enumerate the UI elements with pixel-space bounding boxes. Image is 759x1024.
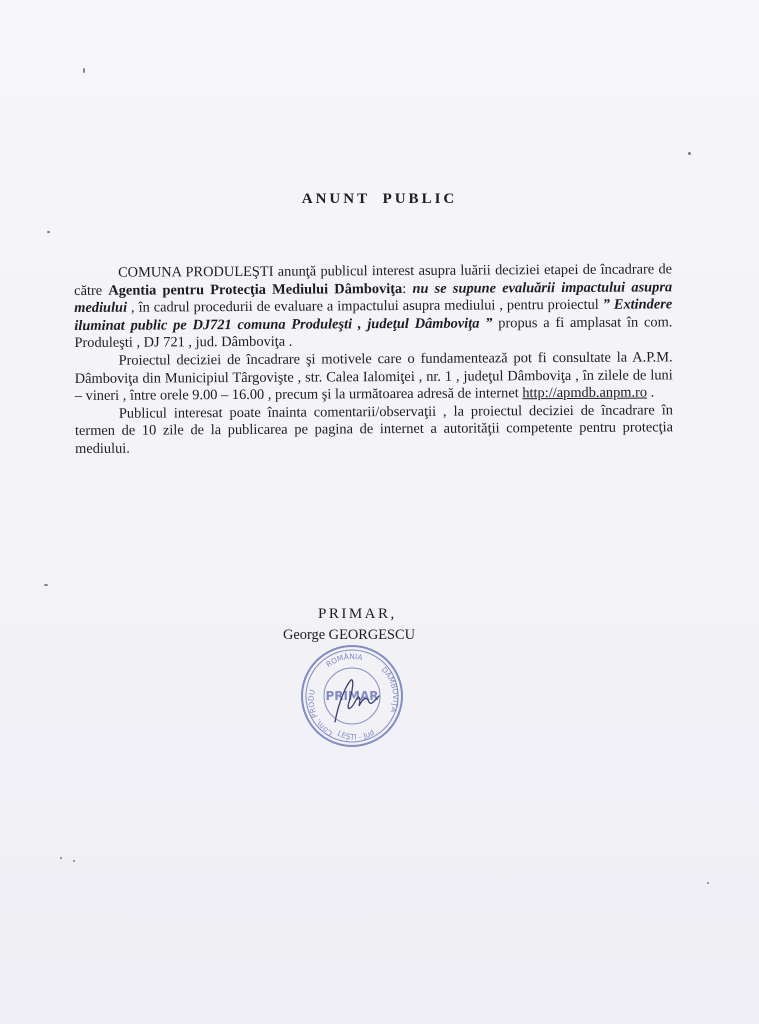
text-run: Proiectul deciziei de încadrare şi motivele care o fundamentează pot fi consultate la A.P.M. Dâmboviţa din Municipiul Târgovişte , str. Calea Ialomiţei , nr. 1 , judeţul Dâmboviţa , în zilele de luni – vineri , între orele 9.00 – 16.00 , precum şi la următoarea adresă de internet: [74, 349, 673, 405]
stamp-right-text: DÂMBOVIŢA: [379, 665, 401, 714]
text-run: .: [646, 384, 655, 401]
text-run: COMUNA PRODULEŞTI: [117, 263, 274, 281]
stamp-top-text: ROMÂNIA: [324, 651, 364, 670]
document-title: ANUNT PUBLIC: [301, 191, 458, 207]
body-paragraph: [74, 261, 673, 353]
emphasized-text-run: ” Extindere iluminat public pe DJ721 comuna Produleşti , judeţul Dâmboviţa ”: [74, 296, 673, 334]
stamp-left-text: Com. PRODU: [306, 688, 335, 739]
text-run: anunţă publicul interest asupra luării deciziei etapei de încadrare de către: [74, 261, 673, 299]
body-paragraph: [75, 349, 673, 405]
official-stamp-icon: [293, 640, 411, 748]
emphasized-text-run: Agentia pentru Protecţia Mediului Dâmboviţa: [108, 280, 403, 299]
body-paragraph: [75, 402, 673, 458]
signatory-role: PRIMAR,: [318, 606, 397, 622]
text-run: propus a fi amplasat în com. Produleşti , DJ 721 , jud. Dâmboviţa .: [74, 314, 673, 352]
internet-address-link[interactable]: http://apmdb.anpm.ro: [522, 384, 648, 402]
paper-speck: [60, 857, 62, 859]
stamp-bottom-text: LEŞTI - Jud: [336, 727, 376, 742]
paper-speck: [73, 860, 75, 862]
paper-speck: [83, 68, 85, 73]
paper-speck: [688, 152, 691, 155]
signatory-name: George GEORGESCU: [283, 627, 416, 643]
paper-speck: [44, 584, 48, 586]
text-run: :: [402, 280, 413, 297]
paper-speck: [707, 882, 709, 884]
text-run: Publicul interesat poate înainta comentarii/observaţii , la proiectul deciziei de încadrare în termen de 10 zile de la publicarea pe pagina de internet a autorităţii competente pentru protecţia mediului.: [74, 402, 674, 457]
announcement-body: [74, 261, 673, 458]
emphasized-text-run: nu se supune evaluării impactului asupra mediului: [74, 278, 673, 317]
paper-speck: [47, 231, 50, 233]
stamp-center-text: PRIMAR: [325, 689, 379, 703]
text-run: , în cadrul procedurii de evaluare a impactului asupra mediului , pentru proiectul: [126, 296, 603, 316]
